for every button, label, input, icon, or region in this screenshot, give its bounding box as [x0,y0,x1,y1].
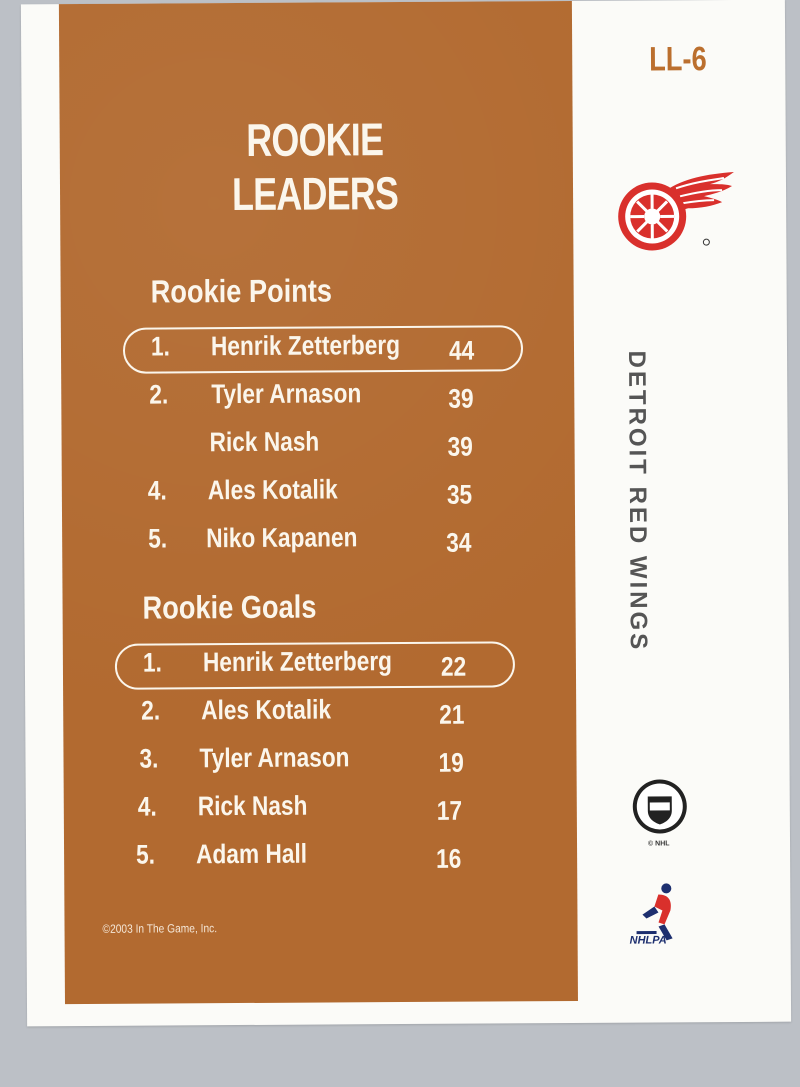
goals-row [64,837,564,880]
red-wings-logo-icon [614,168,741,257]
copyright-text: ©2003 In The Game, Inc. [102,921,218,936]
goals-player: Ales Kotalik [201,694,332,726]
points-rank: 4. [147,475,167,506]
points-row [62,521,562,564]
points-heading: Rookie Points [150,272,333,310]
goals-value: 21 [439,699,465,730]
goals-player: Tyler Arnason [199,742,350,774]
goals-row [63,741,563,784]
points-value: 39 [447,431,473,462]
goals-rank: 5. [135,839,156,870]
points-row [61,329,561,372]
points-player: Niko Kapanen [206,522,358,554]
points-player: Ales Kotalik [207,474,338,506]
goals-rank: 2. [141,695,161,726]
goals-rank: 1. [142,647,162,678]
points-rank: 2. [149,379,169,410]
goals-player: Henrik Zetterberg [202,646,393,678]
points-rank: 1. [150,331,170,362]
points-value: 34 [446,527,472,558]
points-row [61,377,561,420]
goals-value: 22 [440,651,467,682]
nhl-label: © NHL [648,840,670,848]
points-row [62,473,562,516]
team-name-vertical: DETROIT RED WINGS [623,350,652,653]
nhlpa-label: NHLPA [629,934,667,947]
goals-value: 17 [436,795,463,826]
points-player: Tyler Arnason [211,378,362,410]
goals-row [64,789,564,832]
trading-card-back [21,0,791,1026]
points-player: Rick Nash [209,426,320,458]
goals-player: Rick Nash [197,790,308,822]
goals-player: Adam Hall [195,838,308,870]
points-value: 44 [448,335,475,366]
goals-rank: 3. [139,743,159,774]
points-row [61,425,561,468]
points-rank: 5. [148,523,168,554]
card-number: LL-6 [649,40,707,79]
stats-panel [59,1,578,1004]
goals-row [63,693,563,736]
card-title: ROOKIE LEADERS [231,113,399,221]
goals-value: 19 [438,747,464,778]
goals-value: 16 [436,843,462,874]
points-value: 39 [448,383,474,414]
goals-row [63,645,563,688]
nhl-shield-icon [630,778,690,838]
goals-rank: 4. [137,791,157,822]
points-player: Henrik Zetterberg [210,330,401,362]
nhlpa-player-icon [628,880,690,960]
points-value: 35 [446,479,473,510]
goals-heading: Rookie Goals [142,588,317,626]
